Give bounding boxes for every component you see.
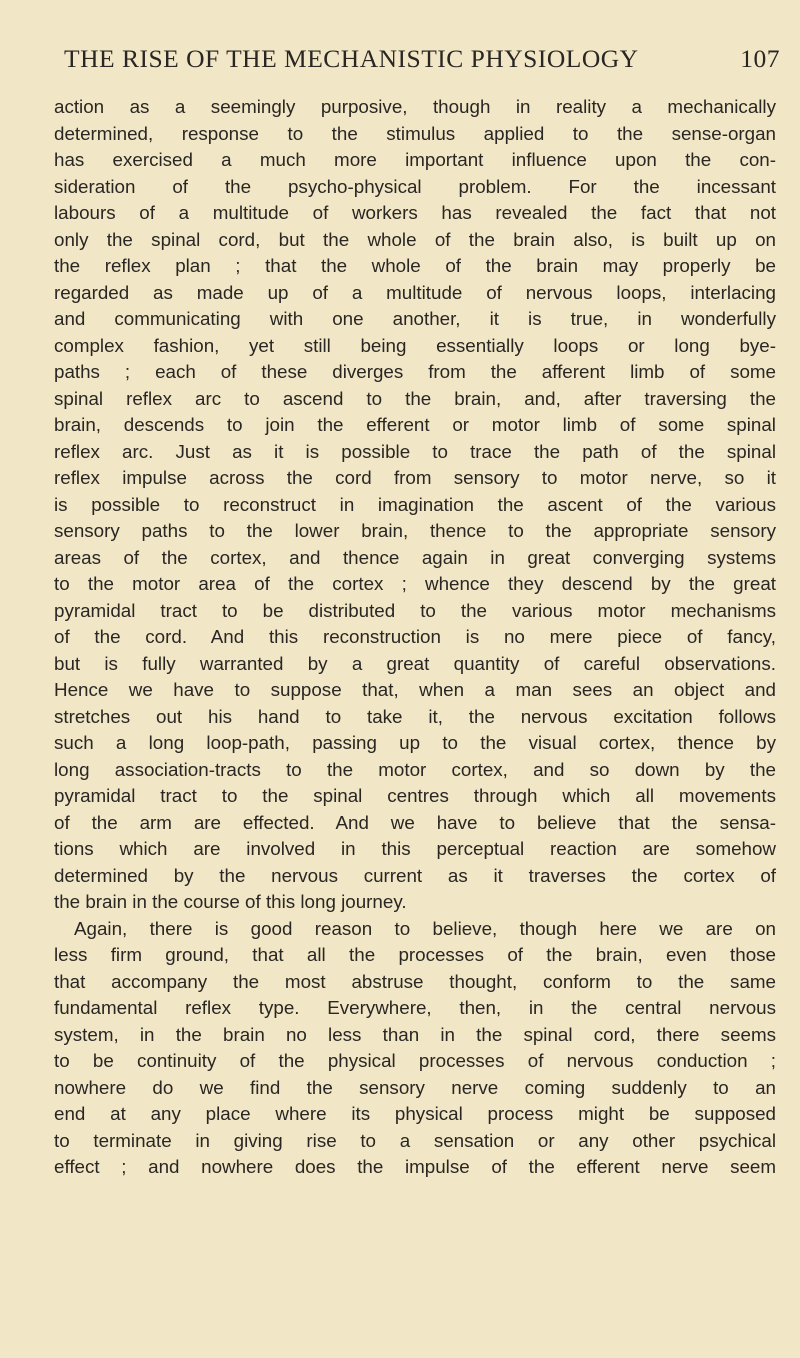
paragraph-end-line: the brain in the course of this long journey. [54,891,407,912]
text-line: pyramidal tract to be distributed to the various motor mechanisms [54,599,776,621]
text-line: action as a seemingly purposive, though in reality a mechanically [54,96,776,117]
text-line: regarded as made up of a multitude of nervous loops, interlacing [54,281,776,303]
text-line: to terminate in giving rise to a sensation or any other psychical [54,1129,776,1151]
text-line: system, in the brain no less than in the spinal cord, there seems [54,1023,776,1045]
body-text [54,94,776,1181]
text-line: is possible to reconstruct in imagination the ascent of the various [54,493,776,515]
text-line: less firm ground, that all the processes of the brain, even those [54,944,776,965]
text-line: that accompany the most abstruse thought, conform to the same [54,970,776,992]
text-line: end at any place where its physical process might be supposed [54,1103,776,1124]
text-line: complex fashion, yet still being essentially loops or long bye- [54,334,776,356]
text-line: to be continuity of the physical processes of nervous conduction ; [54,1050,776,1071]
text-line: and communicating with one another, it is true, in wonderfully [54,308,776,329]
text-line: the reflex plan ; that the whole of the brain may properly be [54,255,776,276]
text-line: of the arm are effected. And we have to believe that the sensa- [54,811,776,833]
text-line: labours of a multitude of workers has revealed the fact that not [54,202,776,223]
text-line: sideration of the psycho-physical problem. For the incessant [54,175,776,197]
text-line: determined, response to the stimulus applied to the sense-organ [54,122,776,144]
text-line: only the spinal cord, but the whole of the brain also, is built up on [54,228,776,250]
text-line: has exercised a much more important influence upon the con- [54,149,776,170]
text-line: brain, descends to join the efferent or motor limb of some spinal [54,414,776,435]
text-line: fundamental reflex type. Everywhere, then, in the central nervous [54,997,776,1018]
text-line: nowhere do we find the sensory nerve coming suddenly to an [54,1076,776,1098]
text-line: tions which are involved in this perceptual reaction are somehow [54,838,776,859]
text-line: Hence we have to suppose that, when a man sees an object and [54,679,776,700]
text-line: spinal reflex arc to ascend to the brain, and, after traversing the [54,387,776,409]
text-line: of the cord. And this reconstruction is no mere piece of fancy, [54,626,776,647]
page-number: 107 [740,44,780,73]
text-line: to the motor area of the cortex ; whence they descend by the great [54,573,776,594]
text-line: determined by the nervous current as it traverses the cortex of [54,864,776,886]
text-line: reflex impulse across the cord from sensory to motor nerve, so it [54,467,776,488]
text-line: reflex arc. Just as it is possible to trace the path of the spinal [54,440,776,462]
text-line: areas of the cortex, and thence again in great converging systems [54,546,776,568]
paragraph-start-line: Again, there is good reason to believe, though here we are on [74,917,776,939]
text-line: pyramidal tract to the spinal centres through which all movements [54,785,776,806]
text-line: long association-tracts to the motor cortex, and so down by the [54,758,776,780]
text-line: paths ; each of these diverges from the afferent limb of some [54,361,776,382]
text-line: stretches out his hand to take it, the nervous excitation follows [54,705,776,727]
text-line: such a long loop-path, passing up to the visual cortex, thence by [54,732,776,753]
running-head-title: THE RISE OF THE MECHANISTIC PHYSIOLOGY [64,44,639,73]
text-line: but is fully warranted by a great quantity of careful observations. [54,652,776,674]
text-line: effect ; and nowhere does the impulse of the efferent nerve seem [54,1156,776,1177]
text-line: sensory paths to the lower brain, thence to the appropriate sensory [54,520,776,541]
